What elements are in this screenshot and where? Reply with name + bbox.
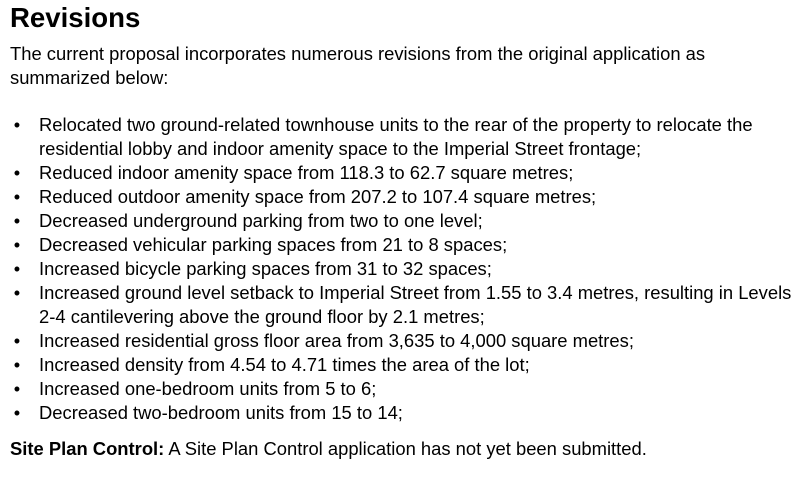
site-plan-control-paragraph [10, 437, 801, 461]
bullet-icon: • [13, 186, 21, 207]
list-item [10, 257, 795, 281]
list-item [10, 353, 795, 377]
revisions-list [10, 113, 795, 425]
section-heading: Revisions [10, 2, 141, 33]
list-item-text: Reduced outdoor amenity space from 207.2 to 107.4 square metres; [39, 186, 597, 207]
list-item-text: Increased one-bedroom units from 5 to 6; [39, 378, 377, 399]
list-item [10, 329, 795, 353]
bullet-icon: • [13, 354, 21, 375]
bullet-icon: • [13, 114, 21, 135]
bullet-icon: • [13, 258, 21, 279]
site-plan-control-label: Site Plan Control: [10, 438, 165, 459]
site-plan-control-text: A Site Plan Control application has not yet been submitted. [164, 438, 647, 459]
list-item [10, 377, 795, 401]
bullet-icon: • [13, 282, 21, 303]
list-item [10, 401, 795, 425]
list-item-text: Increased residential gross floor area from 3,635 to 4,000 square metres; [39, 330, 634, 351]
list-item-text: Reduced indoor amenity space from 118.3 to 62.7 square metres; [39, 162, 574, 183]
list-item [10, 233, 795, 257]
list-item-text: Decreased vehicular parking spaces from 21 to 8 spaces; [39, 234, 508, 255]
bullet-icon: • [13, 210, 21, 231]
list-item [10, 185, 795, 209]
list-item-text: Increased bicycle parking spaces from 31 to 32 spaces; [39, 258, 492, 279]
list-item [10, 281, 795, 329]
bullet-icon: • [13, 378, 21, 399]
bullet-icon: • [13, 402, 21, 423]
list-item [10, 113, 795, 161]
list-item-text: Relocated two ground-related townhouse units to the rear of the property to relocate the residential lobby and indoor amenity space to the Imperial Street frontage; [39, 114, 753, 159]
list-item [10, 209, 795, 233]
list-item-text: Increased ground level setback to Imperial Street from 1.55 to 3.4 metres, resulting in Levels 2-4 cantilevering above the ground floor by 2.1 metres; [39, 282, 792, 327]
list-item-text: Decreased two-bedroom units from 15 to 14; [39, 402, 403, 423]
intro-paragraph: The current proposal incorporates numerous revisions from the original application as summarized below: [10, 43, 706, 88]
bullet-icon: • [13, 330, 21, 351]
bullet-icon: • [13, 162, 21, 183]
list-item-text: Increased density from 4.54 to 4.71 times the area of the lot; [39, 354, 530, 375]
list-item-text: Decreased underground parking from two to one level; [39, 210, 483, 231]
bullet-icon: • [13, 234, 21, 255]
list-item [10, 161, 795, 185]
